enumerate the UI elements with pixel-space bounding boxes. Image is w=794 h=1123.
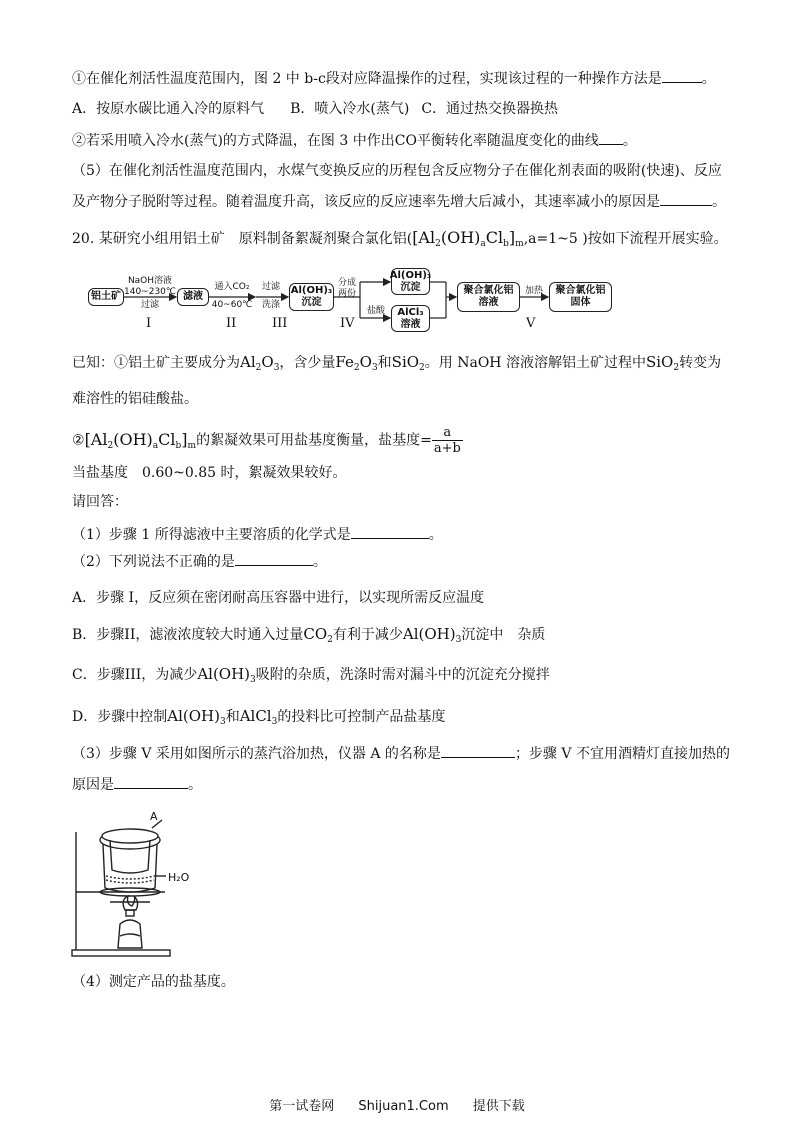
answer-blank: [660, 191, 712, 206]
q20-2-option-a: A．步骤 I，反应须在密闭耐高压容器中进行，以实现所需反应温度: [72, 590, 485, 606]
answer-blank: [351, 524, 429, 539]
step3-filter: 过滤: [261, 282, 280, 292]
box-aloh3-precipitate: Al(OH)₃ 沉淀: [289, 283, 334, 311]
q20-2-option-b: B．步骤II，滤液浓度较大时通入过量$CO_2$有利于减少$Al(OH)_3$沉淀中 杂质: [72, 625, 546, 645]
q20-2: （2）下列说法不正确的是 。: [72, 551, 327, 572]
please-answer: 请回答：: [72, 494, 128, 510]
step-roman-1: I: [146, 316, 152, 331]
pac-formula: $[Al_2(OH)_aCl_b]_m$: [412, 228, 524, 249]
step4-split: 分成 两份: [337, 278, 356, 299]
box-pac-solution: 聚合氯化铝 溶液: [457, 282, 520, 312]
flow-chart: [88, 268, 628, 336]
box-alcl3-solution: AlCl₃ 溶液: [391, 305, 430, 332]
label-h2o: H₂O: [168, 871, 190, 884]
q20-2-option-d: D．步骤中控制$Al(OH)_3$和AlCl$_3$的投料比可控制产品盐基度: [72, 707, 446, 727]
question-5-line2: 及产物分子脱附等过程。随着温度升高，该反应的反应速率先增大后减小，其速率减小的原因是 。: [72, 191, 726, 212]
known-2: $②[Al_2(OH)_aCl_b]_m$的絮凝效果可用盐基度衡量，盐基度= $\frac{a}{a+b}$: [72, 425, 461, 456]
basicity-fraction: $\frac{a}{a+b}$: [433, 425, 461, 456]
q20-3-line2: 原因是 。: [72, 774, 202, 795]
answer-blank: [599, 130, 623, 145]
footer-site-en[interactable]: Shijuan1.Com: [358, 1099, 449, 1114]
step1-reagent: NaOH溶液 140~230℃: [124, 276, 177, 297]
q20-2-option-c: C．步骤III，为减少$Al(OH)_3$吸附的杂质，洗涤时需对漏斗中的沉淀充分搅拌: [72, 665, 550, 685]
step2-temp: 40~60℃: [211, 300, 253, 310]
q20-4: （4）测定产品的盐基度。: [72, 974, 235, 990]
heat-label: 加热: [524, 286, 543, 296]
footer-provide: 提供下载: [472, 1099, 525, 1114]
known-3: 当盐基度 0.60~0.85 时，絮凝效果较好。: [72, 465, 347, 481]
q20-1: （1）步骤 1 所得滤液中主要溶质的化学式是 。: [72, 524, 443, 545]
step1-filter: 过滤: [140, 300, 159, 310]
answer-blank: [114, 774, 188, 789]
step-roman-4: IV: [340, 316, 355, 331]
apparatus-drawing: [70, 810, 210, 960]
box-filtrate: 滤液: [177, 288, 209, 306]
steam-bath-apparatus: [70, 810, 210, 960]
answer-blank: [441, 743, 515, 758]
question-4-sub1: ①在催化剂活性温度范围内，图 2 中 b-c段对应降温操作的过程，实现该过程的一种操作方法是 。: [72, 68, 716, 89]
step2-co2: 通入CO₂: [214, 282, 250, 292]
box-bauxite: 铝土矿: [88, 288, 124, 306]
hcl-label: 盐酸: [366, 306, 385, 316]
label-a: A: [150, 810, 158, 823]
step-roman-3: III: [272, 316, 288, 331]
page-footer: [0, 1095, 794, 1114]
footer-site-cn: 第一试卷网: [269, 1099, 335, 1114]
box-aloh3-portion: Al(OH)₃ 沉淀: [391, 268, 430, 295]
q20-3: （3）步骤 V 采用如图所示的蒸汽浴加热，仪器 A 的名称是 ；步骤 V 不宜用酒精灯直接加热的: [72, 743, 730, 764]
box-pac-solid: 聚合氯化铝 固体: [549, 282, 612, 312]
options-row: A．按原水碳比通入冷的原料气 B．喷入冷水(蒸气) C．通过热交换器换热: [72, 101, 559, 117]
question-4-sub2: ②若采用喷入冷水(蒸气)的方式降温，在图 3 中作出CO平衡转化率随温度变化的曲线 。: [72, 130, 637, 151]
step-roman-2: II: [226, 316, 237, 331]
known-1-line2: 难溶性的铝硅酸盐。: [72, 391, 198, 407]
known-1: 已知：①铝土矿主要成分为$Al_2O_3$，含少量$Fe_2O_3$和SiO$_2$。用 NaOH 溶液溶解铝土矿过程中SiO$_2$转变为: [72, 353, 722, 373]
answer-blank: [235, 551, 313, 566]
step3-wash: 洗涤: [261, 300, 280, 310]
answer-blank: [662, 68, 702, 83]
step-roman-5: V: [526, 316, 536, 331]
question-20-intro: 20. 某研究小组用铝土矿 原料制备絮凝剂聚合氯化铝($[Al_2(OH)_aCl_b]_m,a=1\sim 5$ )按如下流程开展实验。: [72, 228, 728, 249]
question-5-line1: （5）在催化剂活性温度范围内，水煤气变换反应的历程包含反应物分子在催化剂表面的吸附(快速)、反应: [72, 163, 722, 179]
